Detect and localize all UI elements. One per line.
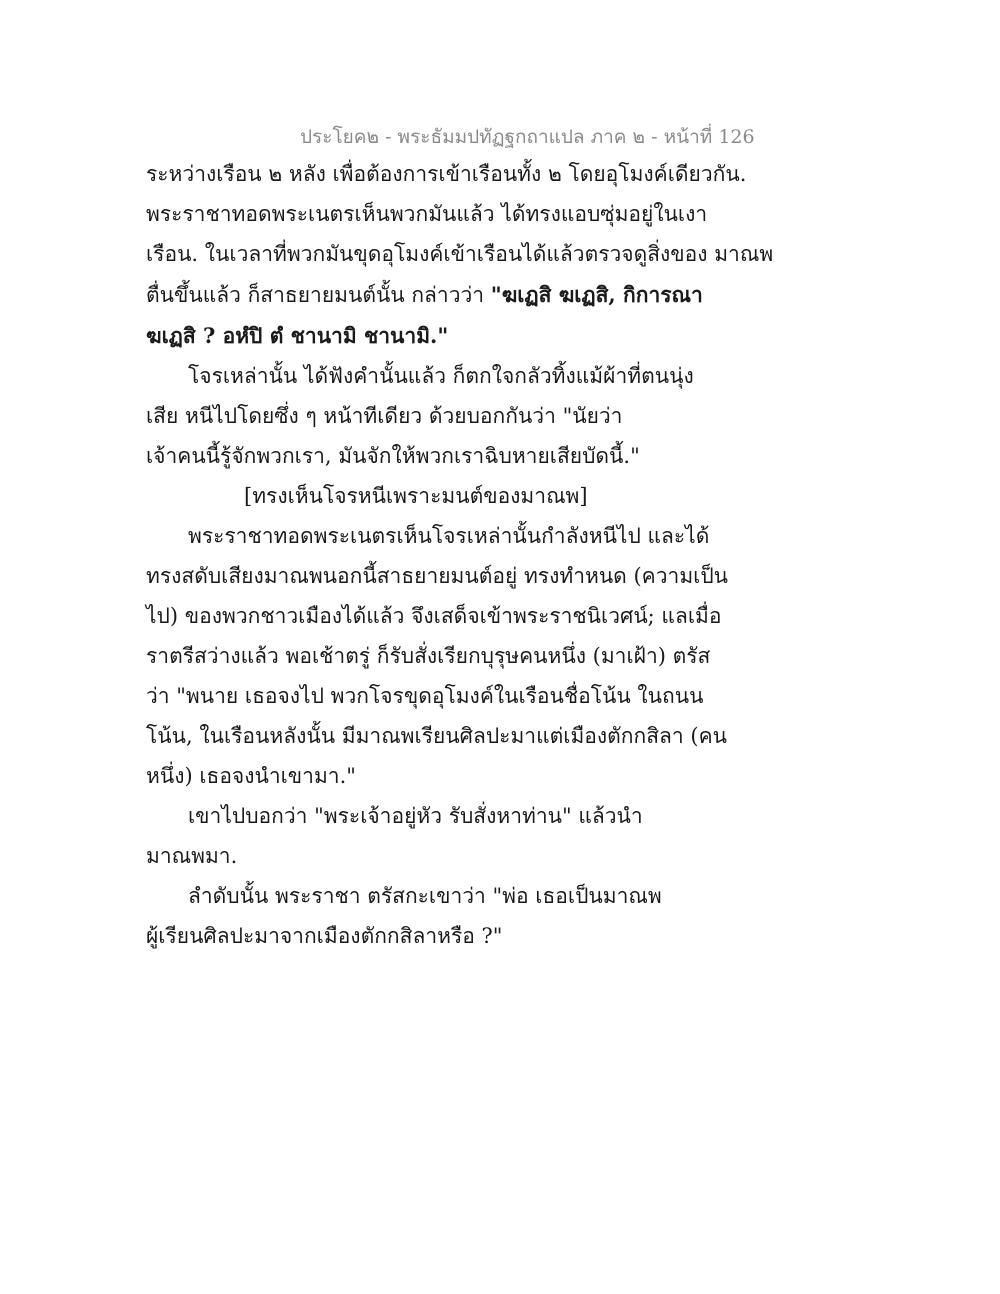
text-line: ผู้เรียนศิลปะมาจากเมืองตักกสิลาหรือ ?" [146, 924, 503, 948]
text-line: ทรงสดับเสียงมาณพนอกนี้สาธยายมนต์อยู่ ทรงทำหนด (ความเป็น [146, 564, 729, 588]
paragraph-first-line: เขาไปบอกว่า "พระเจ้าอยู่หัว รับสั่งหาท่าน" แล้วนำ [188, 804, 643, 828]
text-line: มาณพมา. [146, 844, 238, 868]
paragraph-first-line: ลำดับนั้น พระราชา ตรัสกะเขาว่า "พ่อ เธอเป็นมาณพ [188, 884, 662, 908]
text-line: เสีย หนีไปโดยซึ่ง ๆ หน้าทีเดียว ด้วยบอกกันว่า "นัยว่า [146, 404, 623, 428]
text-line: ว่า "พนาย เธอจงไป พวกโจรขุดอุโมงค์ในเรือนชื่อโน้น ในถนน [146, 684, 704, 708]
text-line: หนึ่ง) เธอจงนำเขามา." [146, 764, 356, 788]
running-header: ประโยค๒ - พระธัมมปทัฏฐกถาแปล ภาค ๒ - หน้าที่ 126 [300, 126, 755, 148]
text-line: ระหว่างเรือน ๒ หลัง เพื่อต้องการเข้าเรือนทั้ง ๒ โดยอุโมงค์เดียวกัน. [146, 162, 747, 186]
text-line [146, 281, 703, 309]
text-line: โน้น, ในเรือนหลังนั้น มีมาณพเรียนศิลปะมาแต่เมืองตักกสิลา (คน [146, 724, 727, 748]
section-heading: [ทรงเห็นโจรหนีเพราะมนต์ของมาณพ] [244, 484, 588, 508]
paragraph-first-line: โจรเหล่านั้น ได้ฟังคำนั้นแล้ว ก็ตกใจกลัวทิ้งแม้ผ้าที่ตนนุ่ง [188, 364, 694, 388]
paragraph-first-line: พระราชาทอดพระเนตรเห็นโจรเหล่านั้นกำลังหนีไป และได้ [188, 524, 710, 548]
text-line: ไป) ของพวกชาวเมืองได้แล้ว จึงเสด็จเข้าพระราชนิเวศน์; แลเมื่อ [146, 604, 722, 628]
pali-verse: "ฆเฏสิ ฆเฏสิ, กิการณา [490, 282, 703, 307]
pali-verse-line: ฆเฏสิ ? อหํปิ ตํ ชานามิ ชานามิ." [146, 323, 449, 348]
text-line: เรือน. ในเวลาที่พวกมันขุดอุโมงค์เข้าเรือนได้แล้วตรวจดูสิ่งของ มาณพ [146, 242, 774, 266]
text-line: ราตรีสว่างแล้ว พอเช้าตรู่ ก็รับสั่งเรียกบุรุษคนหนึ่ง (มาเฝ้า) ตรัส [146, 644, 711, 668]
text-line: เจ้าคนนี้รู้จักพวกเรา, มันจักให้พวกเราฉิบหายเสียบัดนี้." [146, 444, 640, 468]
text-segment: ตื่นขึ้นแล้ว ก็สาธยายมนต์นั้น กล่าวว่า [146, 283, 485, 307]
text-line: พระราชาทอดพระเนตรเห็นพวกมันแล้ว ได้ทรงแอบซุ่มอยู่ในเงา [146, 202, 708, 226]
